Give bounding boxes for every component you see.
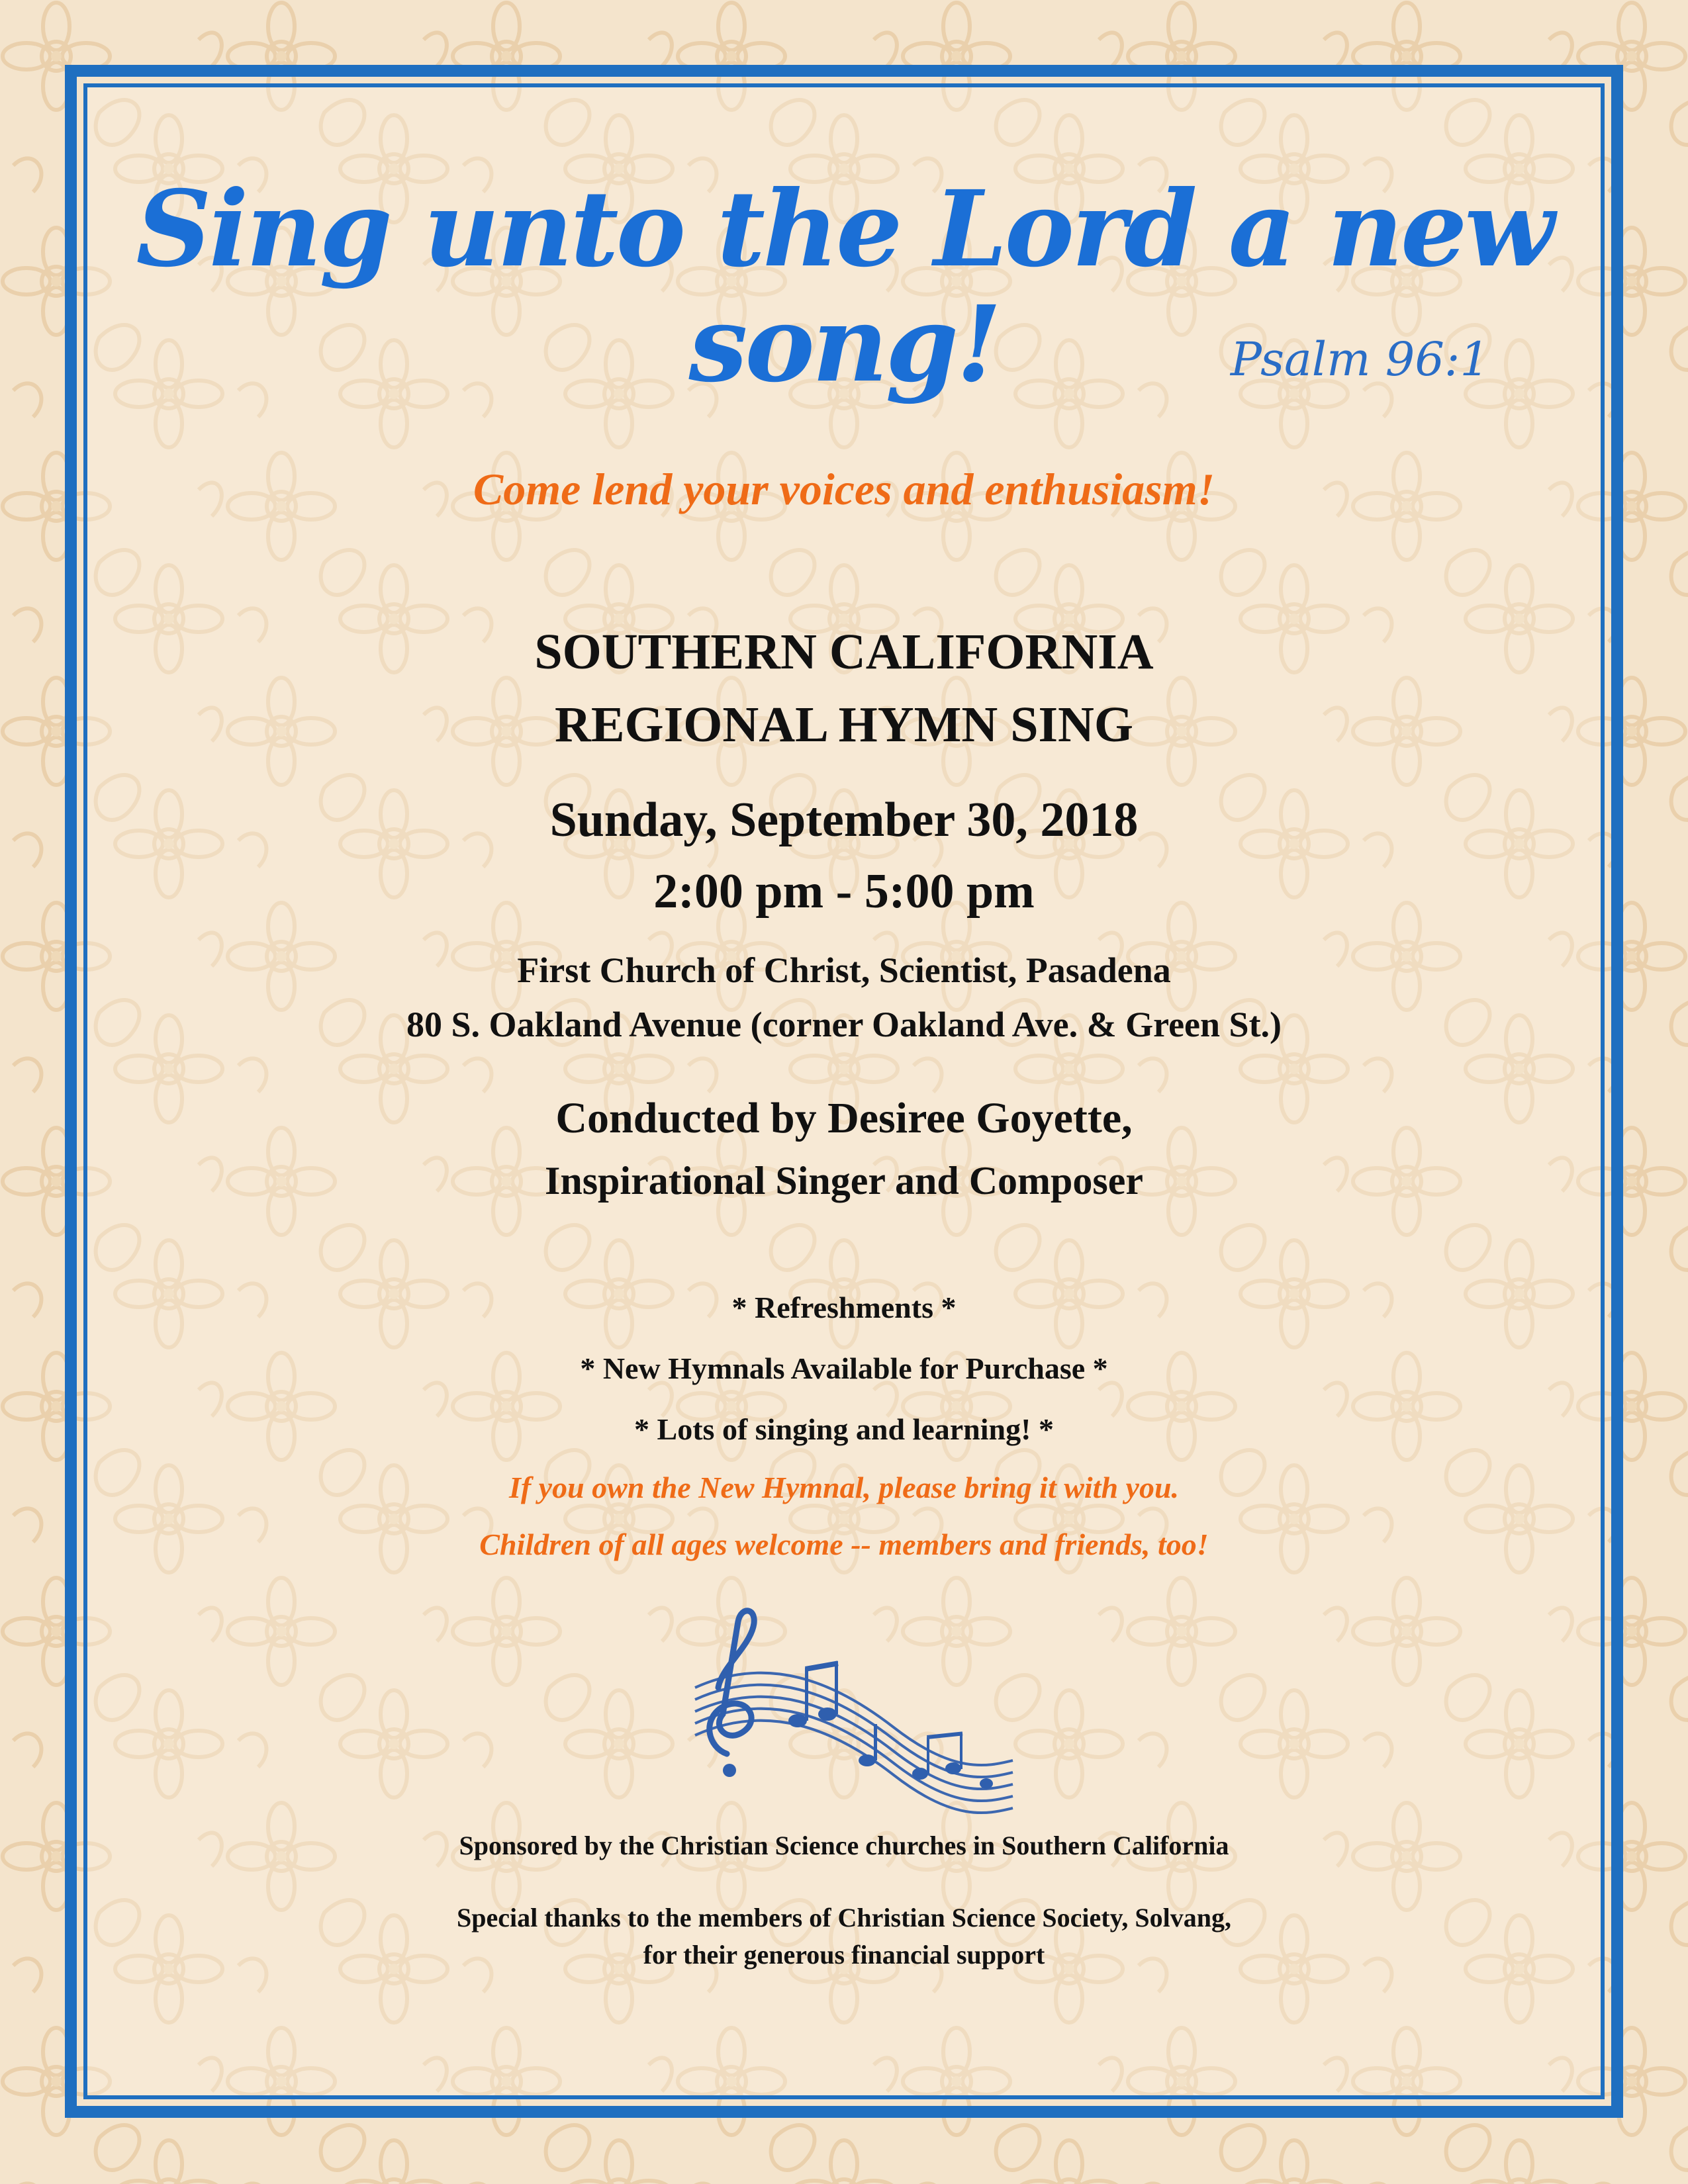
feature-list xyxy=(93,1277,1595,1460)
conductor xyxy=(93,1085,1595,1210)
notes xyxy=(93,1459,1595,1573)
music-notes-icon xyxy=(675,1595,1019,1820)
note-bring-hymnal: If you own the New Hymnal, please bring it with you. xyxy=(508,1471,1180,1504)
note-children-welcome: Children of all ages welcome -- members and friends, too! xyxy=(479,1527,1209,1561)
headline: Sing unto the Lord a new song! xyxy=(136,168,1552,406)
event-date: Sunday, September 30, 2018 xyxy=(549,793,1139,847)
venue-address: 80 S. Oakland Avenue (corner Oakland Ave. & Green St.) xyxy=(406,1005,1282,1044)
venue-name: First Church of Christ, Scientist, Pasadena xyxy=(517,950,1171,990)
event-datetime xyxy=(93,784,1595,927)
sponsor-line: Sponsored by the Christian Science churches in Southern California xyxy=(459,1831,1229,1860)
venue xyxy=(93,943,1595,1052)
event-time: 2:00 pm - 5:00 pm xyxy=(653,864,1035,919)
flyer-content xyxy=(93,93,1595,2091)
verse-reference: Psalm 96:1 xyxy=(1230,332,1489,387)
thanks-line-2: for their generous financial support xyxy=(643,1940,1045,1970)
conductor-name: Conducted by Desiree Goyette, xyxy=(555,1094,1133,1142)
conductor-role: Inspirational Singer and Composer xyxy=(544,1159,1144,1203)
feature-item: * Lots of singing and learning! * xyxy=(634,1412,1054,1446)
event-title-line-2: REGIONAL HYMN SING xyxy=(554,697,1134,752)
feature-item: * New Hymnals Available for Purchase * xyxy=(580,1351,1108,1385)
event-title-line-1: SOUTHERN CALIFORNIA xyxy=(534,624,1154,680)
thanks-line-1: Special thanks to the members of Christian Science Society, Solvang, xyxy=(457,1903,1231,1933)
thanks-note xyxy=(93,1899,1595,1974)
event-title xyxy=(93,615,1595,761)
intro-tagline: Come lend your voices and enthusiasm! xyxy=(473,464,1215,514)
feature-item: * Refreshments * xyxy=(731,1291,957,1324)
